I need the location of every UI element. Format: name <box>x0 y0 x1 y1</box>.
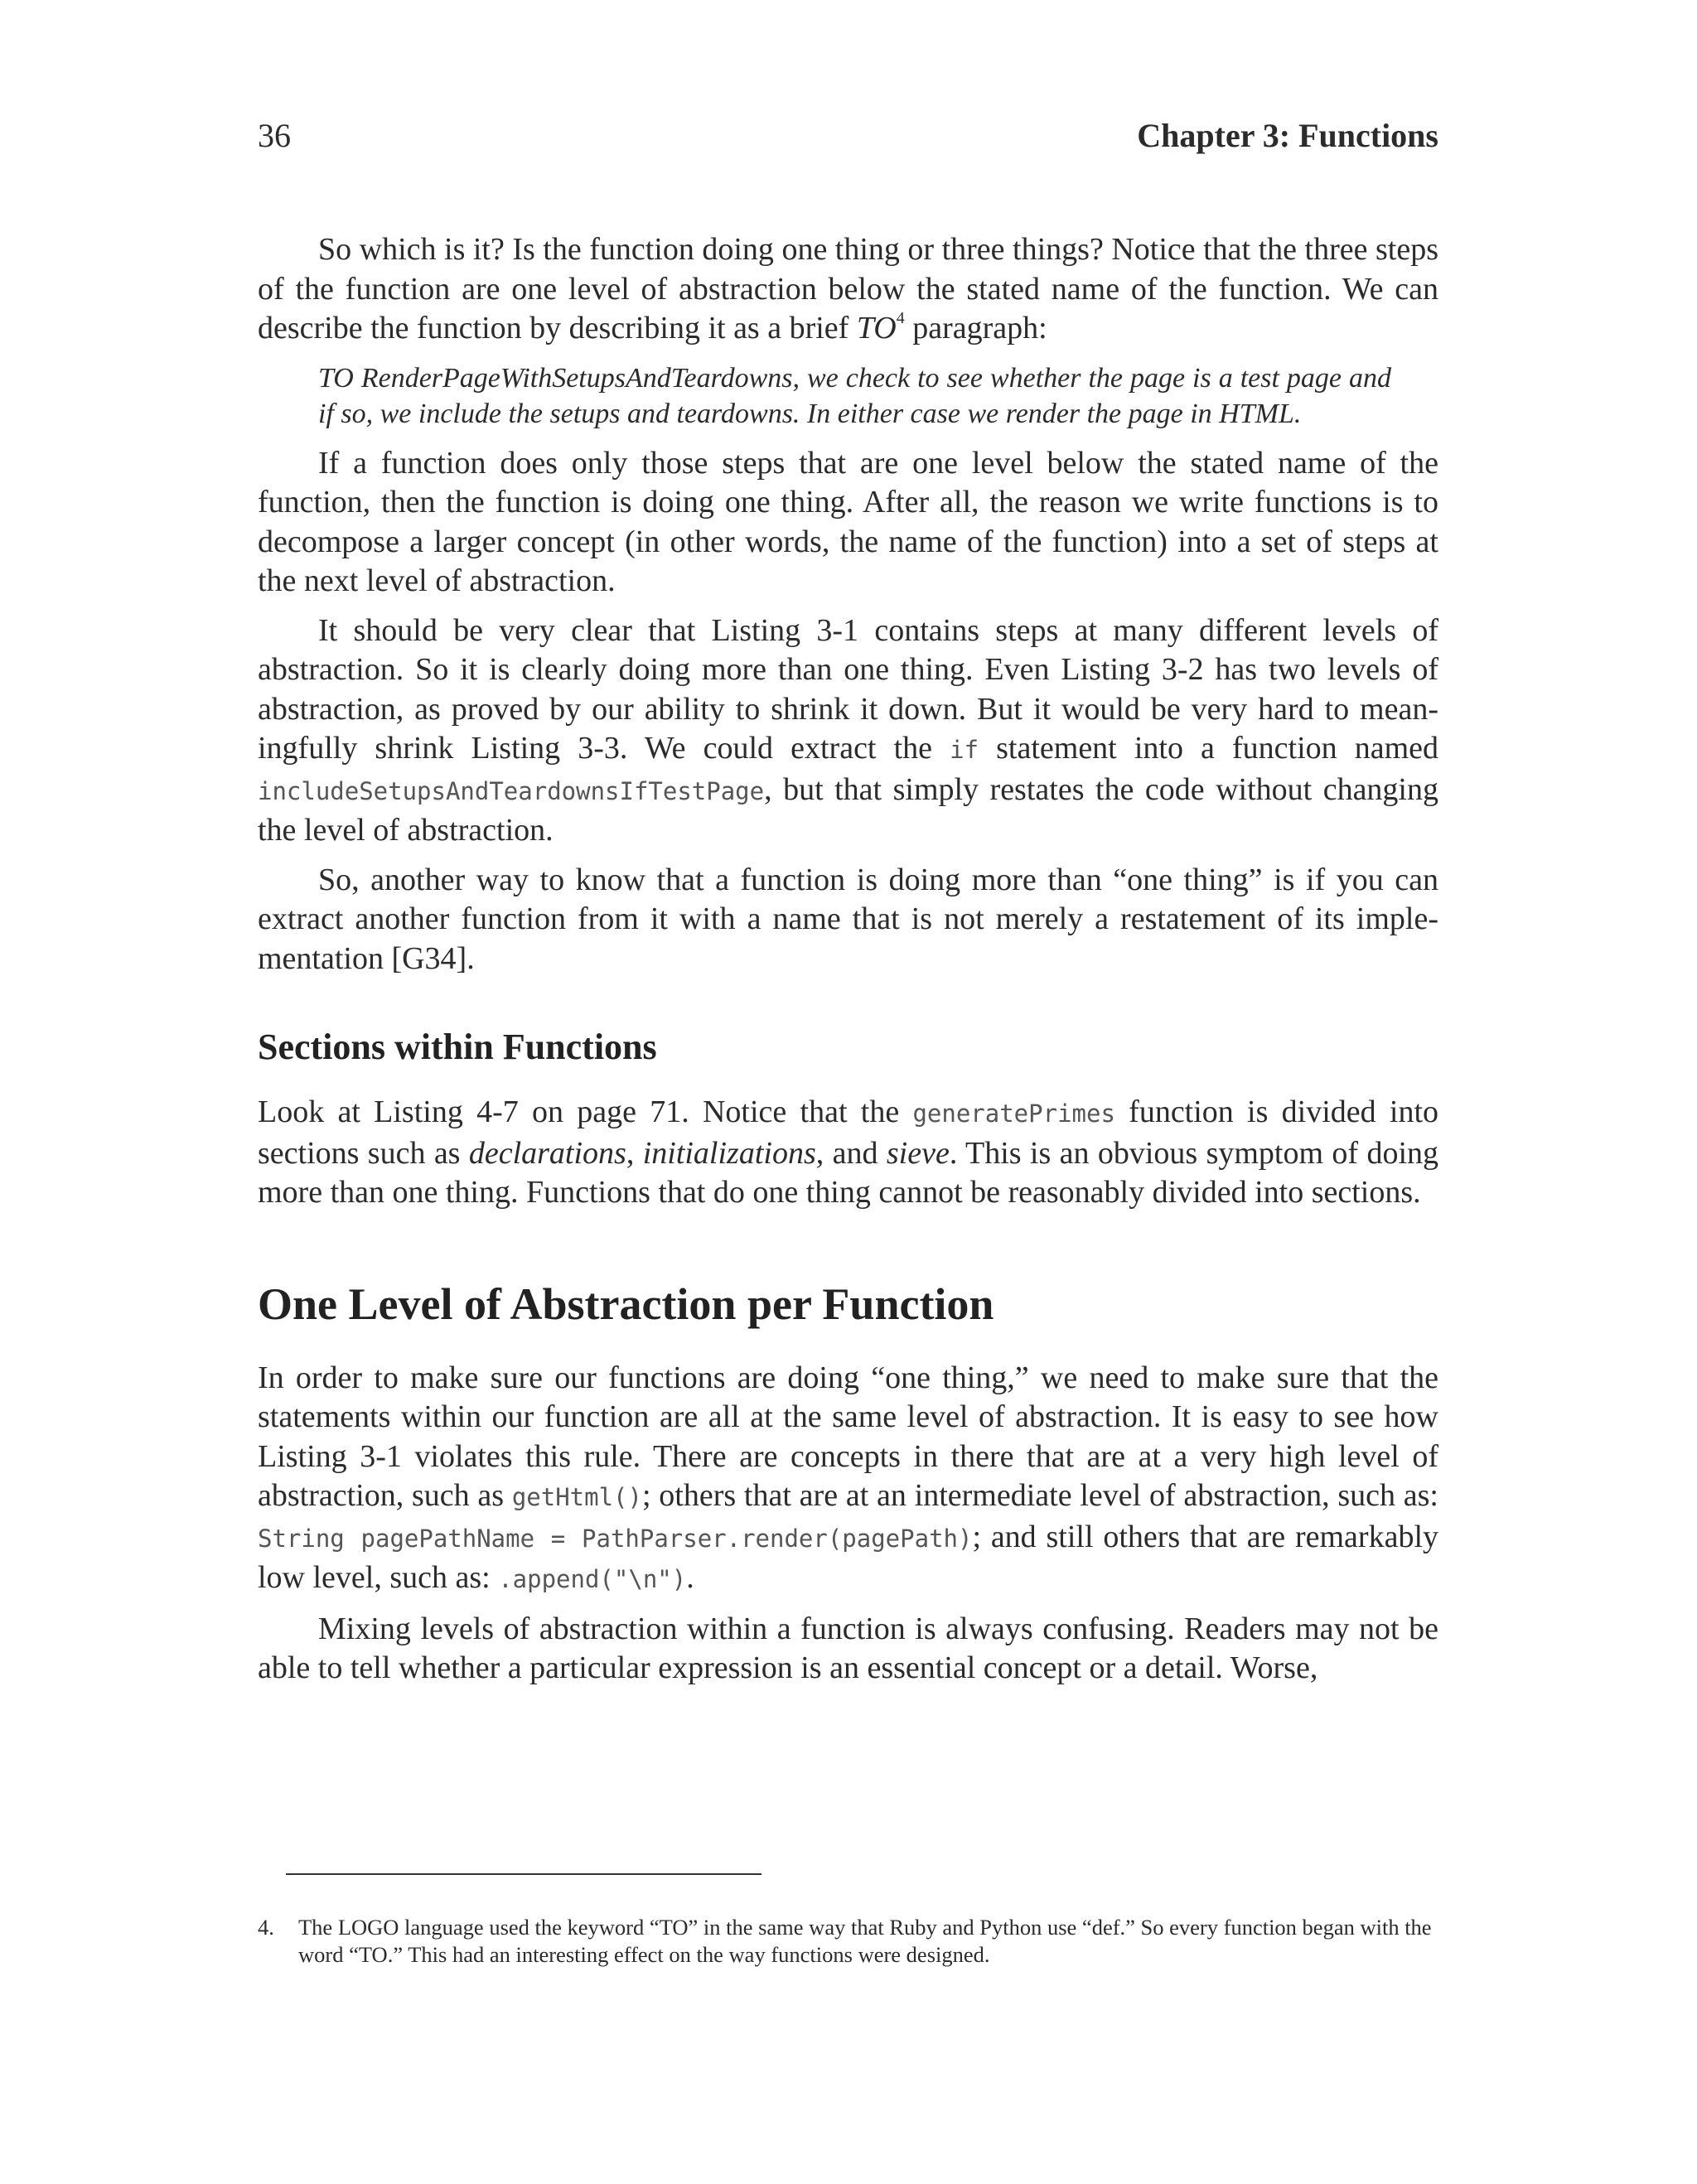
code-append: .append("\n") <box>498 1565 687 1593</box>
paragraph-one-level-below: If a function does only those steps that are one level below the stated name of the function, then the function is doing one thing. After all, the reason we write functions is to decompose a larger concept (in other words, the name of the function) into a set of steps at the next level of abstraction. <box>258 445 1438 598</box>
footnote <box>258 1914 1438 1969</box>
paragraph-mixing-levels: Mixing levels of abstraction within a function is always confusing. Readers may not be able to tell whether a particular expression is an essential concept or a detail. Worse, <box>258 1611 1438 1685</box>
footnote-number: 4. <box>258 1915 274 1940</box>
page-number: 36 <box>258 117 291 154</box>
code-generate-primes: generatePrimes <box>912 1099 1115 1128</box>
code-include-setups: includeSetupsAndTeardownsIfTestPage <box>258 776 765 805</box>
code-page-path-name: String pagePathName = PathParser.render(pagePath) <box>258 1524 973 1553</box>
paragraph-one-thing: In order to make sure our functions are doing “one thing,” we need to make sure that the statements within our function are all at the same level of abstraction. It is easy to see how Listing 3-1 violates this rule. There are concepts in there that are at a very high level of abstraction, such as getHtml(); others that are at an intermediate level of abstraction, such as: String pagePathName = PathParser.render(pagePath); and still others that are remarkably low level, such as: .append("\n"). <box>258 1360 1439 1595</box>
to-keyword: TO <box>856 311 897 345</box>
code-if: if <box>950 736 979 764</box>
code-get-html: getHtml() <box>511 1483 642 1511</box>
footnote-ref-4: 4 <box>896 309 905 328</box>
to-paragraph-quote: TO RenderPageWithSetupsAndTeardowns, we check to see whether the page is a test page and if so, we include the setups and teardowns. In either case we render the page in HTML. <box>318 362 1391 429</box>
section-heading-sections-within-functions: Sections within Functions <box>258 1027 657 1067</box>
paragraph-another-way: So, another way to know that a function is doing more than “one thing” is if you can extract another function from it with a name that is not merely a restatement of its implementation [G34]. <box>258 862 1438 976</box>
footnote-divider <box>286 1873 761 1875</box>
paragraph-listing-4-7: Look at Listing 4-7 on page 71. Notice that the generatePrimes function is divided into sections such as declarations, initializations, and sieve. This is an obvious symptom of doing more than one thing. Functions that do one thing cannot be reasonably divided into sections. <box>258 1094 1439 1210</box>
footnote-text: The LOGO language used the keyword “TO” in the same way that Ruby and Python use “def.” So every function began with the word “TO.” This had an interesting effect on the way functions were designed. <box>298 1915 1432 1967</box>
paragraph-listing-levels: It should be very clear that Listing 3-1 contains steps at many different levels of abstraction. So it is clearly doing more than one thing. Even Listing 3-2 has two levels of abstraction, as proved by our ability to shrink it down. But it would be very hard to meaningfully shrink Listing 3-3. We could extract the if statement into a function named includeSetupsAndTeardownsIfTestPage, but that simply restates the code without changing the level of abstraction. <box>258 612 1439 848</box>
running-header <box>258 114 1438 157</box>
section-heading-one-level-of-abstraction: One Level of Abstraction per Function <box>258 1278 994 1329</box>
page-body <box>258 230 1438 1689</box>
chapter-title: Chapter 3: Functions <box>1137 117 1438 154</box>
paragraph-which-is-it: So which is it? Is the function doing one thing or three things? Notice that the three steps of the function are one level of abstraction below the stated name of the function. We can describe the function by describing it as a brief $TO^4$ paragraph: <box>258 232 1438 345</box>
